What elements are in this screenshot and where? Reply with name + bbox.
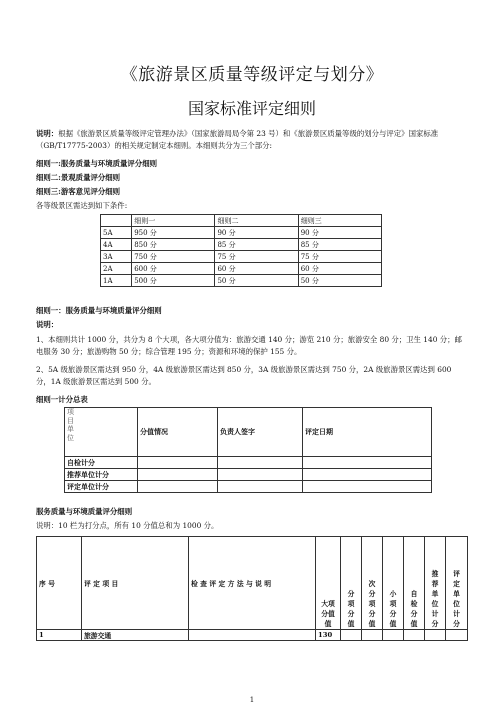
header-text: 分 xyxy=(410,610,418,618)
column-header: 序 号 xyxy=(37,537,82,630)
table-cell xyxy=(218,457,303,469)
document-subtitle: 国家标准评定细则 xyxy=(187,99,316,118)
table-cell xyxy=(138,469,218,481)
column-header xyxy=(341,537,362,630)
table-cell: 2A xyxy=(101,263,132,275)
table-cell: 5A xyxy=(101,227,132,239)
table-row xyxy=(37,537,468,630)
header-text: 推 xyxy=(431,570,439,578)
table-cell: 130 xyxy=(316,630,341,641)
summary-title: 细则一计分总表 xyxy=(36,395,88,404)
table-cell xyxy=(404,630,425,641)
section1-title: 细则一：服务质量与环境质量评分细则 xyxy=(36,306,162,315)
table-row xyxy=(65,457,432,469)
header-text: 位 xyxy=(453,600,460,608)
table-header: 评定日期 xyxy=(303,408,432,457)
table-cell: 600 分 xyxy=(132,263,215,275)
document-title: 《旅游景区质量等级评定与划分》 xyxy=(120,65,384,85)
table-cell: 评定单位计分 xyxy=(65,481,138,493)
table-cell: 850 分 xyxy=(132,239,215,251)
table-cell xyxy=(303,457,432,469)
header-text: 项 xyxy=(368,600,376,608)
table-cell xyxy=(303,481,432,493)
table-cell xyxy=(138,481,218,493)
note-1: 1、本细则共计 1000 分，共分为 8 个大项，各大项分值为：旅游交通 140 分；游览 210 分；旅游安全 80 分；卫生 140 分；邮电服务 30 分；旅游购物 50 分；综合管理 195 分；资源和环境的保护 155 分。 xyxy=(36,335,462,356)
table-cell: 3A xyxy=(101,251,132,263)
part-1: 细则一:服务质量与环境质量评分细则 xyxy=(36,159,157,168)
table-cell xyxy=(425,630,446,641)
table-cell: 50 分 xyxy=(298,275,381,287)
column-header: 检 查 评 定 方 法 与 说 明 xyxy=(189,537,316,630)
table-header: 负责人签字 xyxy=(218,408,303,457)
table-cell: 推荐单位计分 xyxy=(65,469,138,481)
table-cell: 60 分 xyxy=(215,263,298,275)
header-text: 分 xyxy=(347,590,355,598)
detail-title: 服务质量与环境质量评分细则 xyxy=(36,507,133,516)
header-text: 荐 xyxy=(431,580,439,588)
column-header xyxy=(425,537,446,630)
header-text: 值 xyxy=(389,620,397,628)
column-header xyxy=(362,537,383,630)
header-text: 值 xyxy=(410,620,418,628)
table-cell: 750 分 xyxy=(132,251,215,263)
header-text: 单 xyxy=(453,590,460,598)
table-cell xyxy=(189,630,316,641)
header-text: 单 xyxy=(431,590,439,598)
table-cell xyxy=(138,457,218,469)
page-number: 1 xyxy=(249,696,255,704)
header-text: 评 xyxy=(453,570,460,578)
column-header xyxy=(404,537,425,630)
table-cell: 90 分 xyxy=(298,227,381,239)
header-text: 次 xyxy=(368,580,376,588)
table-cell: 60 分 xyxy=(298,263,381,275)
part-2: 细则二:景观质量评分细则 xyxy=(36,173,121,182)
grade-intro: 各等级景区需达到如下条件: xyxy=(36,201,128,210)
header-text: 分 xyxy=(453,620,460,628)
header-text: 检 xyxy=(410,600,418,608)
table-row xyxy=(101,263,382,275)
table-cell xyxy=(446,630,468,641)
table-row xyxy=(65,469,432,481)
table-cell: 50 分 xyxy=(215,275,298,287)
table-cell: 1A xyxy=(101,275,132,287)
corner-text: 目 xyxy=(67,416,74,425)
column-header xyxy=(446,537,468,630)
corner-text: 项 xyxy=(67,408,74,416)
header-text: 分值 xyxy=(321,610,335,618)
table-cell: 1 xyxy=(37,630,82,641)
header-text: 分 xyxy=(368,610,376,618)
header-text: 值 xyxy=(347,620,355,628)
table-cell: 自检计分 xyxy=(65,457,138,469)
header-text: 值 xyxy=(368,620,376,628)
header-text: 自 xyxy=(410,590,418,598)
header-text: 位 xyxy=(431,600,439,608)
intro-paragraph xyxy=(36,128,468,152)
header-text: 项 xyxy=(389,600,397,608)
table-cell xyxy=(303,469,432,481)
table-header: 细则三 xyxy=(298,215,381,227)
table-header: 细则二 xyxy=(215,215,298,227)
detail-table xyxy=(36,536,468,641)
intro-label: 说明： xyxy=(36,129,59,138)
table-cell: 旅游交通 xyxy=(82,630,189,641)
note-2: 2、5A 级旅游景区需达到 950 分，4A 级旅游景区需达到 850 分，3A 级旅游景区需达到 750 分，2A 级旅游景区需达到 600 分，1A 级旅游景区需达到 500 分。 xyxy=(36,365,452,386)
table-cell xyxy=(218,469,303,481)
summary-table xyxy=(64,407,432,493)
header-text: 定 xyxy=(453,580,460,588)
intro-text: 根据《旅游景区质量等级评定管理办法》（国家旅游局局令第 23 号）和《旅游景区质量等级的划分与评定》国家标准（GB/T17775-2003）的相关规定制定本细则。本细则共分为三个部分: xyxy=(36,129,439,150)
table-row xyxy=(101,275,382,287)
table-cell xyxy=(101,215,132,227)
header-text: 分 xyxy=(431,620,439,628)
header-text: 值 xyxy=(324,620,332,628)
table-cell: 85 分 xyxy=(215,239,298,251)
table-row xyxy=(101,215,382,227)
header-text: 大项 xyxy=(321,600,335,608)
table-cell xyxy=(383,630,404,641)
table-cell xyxy=(362,630,383,641)
table-row xyxy=(101,251,382,263)
table-row xyxy=(65,481,432,493)
table-cell: 500 分 xyxy=(132,275,215,287)
table-cell xyxy=(218,481,303,493)
section1-note-label: 说明： xyxy=(36,320,59,329)
table-header: 细则一 xyxy=(132,215,215,227)
header-text: 计 xyxy=(431,610,439,618)
table-cell: 85 分 xyxy=(298,239,381,251)
table-header: 分值情况 xyxy=(138,408,218,457)
corner-cell xyxy=(65,408,138,457)
column-header xyxy=(316,537,341,630)
table-row xyxy=(101,239,382,251)
table-cell: 90 分 xyxy=(215,227,298,239)
column-header: 评 定 项 目 xyxy=(82,537,189,630)
header-text: 分 xyxy=(389,610,397,618)
detail-note: 说明：10 栏为打分点，所有 10 分值总和为 1000 分。 xyxy=(36,521,219,530)
header-text: 分 xyxy=(368,590,376,598)
table-cell: 75 分 xyxy=(215,251,298,263)
table-cell: 950 分 xyxy=(132,227,215,239)
part-3: 细则三:游客意见评分细则 xyxy=(36,187,121,196)
table-cell: 75 分 xyxy=(298,251,381,263)
column-header xyxy=(383,537,404,630)
table-cell: 4A xyxy=(101,239,132,251)
grade-table xyxy=(100,214,382,287)
table-row xyxy=(101,227,382,239)
header-text: 小 xyxy=(389,590,397,598)
table-row xyxy=(65,408,432,457)
header-text: 计 xyxy=(453,610,460,618)
corner-text: 位 xyxy=(67,433,74,442)
corner-text: 单 xyxy=(67,425,74,433)
table-row xyxy=(37,630,468,641)
header-text: 分 xyxy=(347,610,355,618)
table-cell xyxy=(341,630,362,641)
header-text: 项 xyxy=(347,600,355,608)
